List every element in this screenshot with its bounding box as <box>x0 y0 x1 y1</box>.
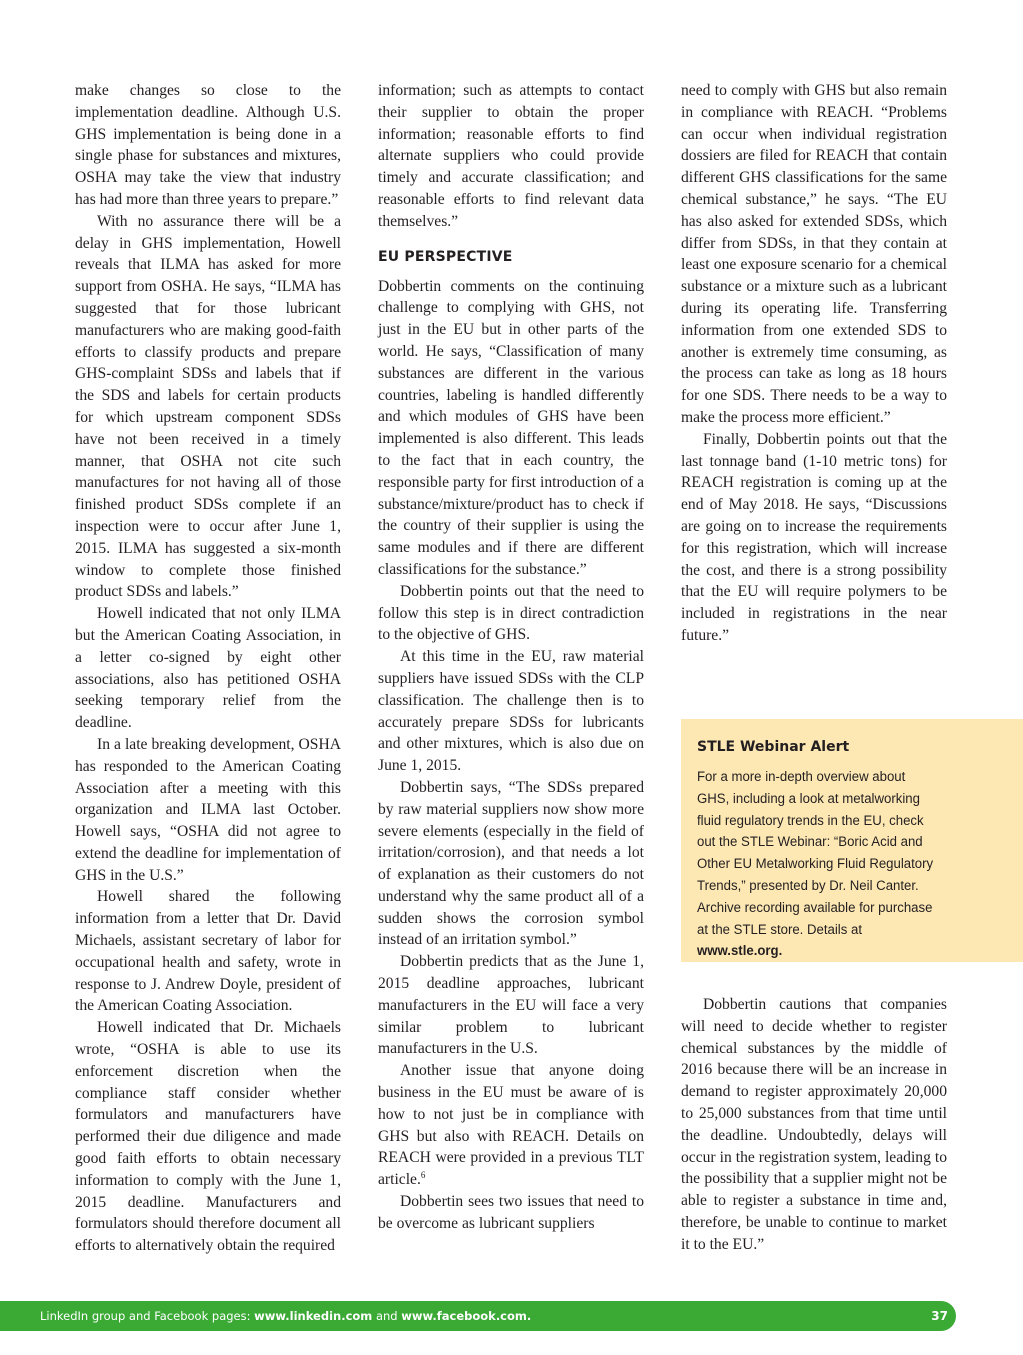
paragraph: At this time in the EU, raw material suppliers have issued SDSs with the CLP classification. The challenge then is to accurately prepare SDSs for lubricants and other mixtures, which is also due on June 1, 2015. <box>378 648 644 775</box>
footer-bar <box>0 1301 956 1331</box>
section-heading: EU PERSPECTIVE <box>378 248 513 265</box>
paragraph: Howell indicated that Dr. Michaels wrote, “OSHA is able to use its enforcement discretion when the compliance staff consider whether formulators and manufacturers have performed their due diligence and made good faith efforts to obtain necessary information to comply with the June 1, 2015 deadline. Manufacturers and formulators should therefore document all efforts to alternatively obtain the required <box>75 1019 341 1255</box>
linkedin-link[interactable]: www.linkedin.com <box>254 1309 373 1323</box>
paragraph: Dobbertin points out that the need to follow this step is in direct contradiction to the objective of GHS. <box>378 582 644 644</box>
alert-title: STLE Webinar Alert <box>697 739 850 755</box>
page-number: 37 <box>931 1309 948 1323</box>
alert-body: For a more in-depth overview about GHS, including a look at metalworking fluid regulatory trends in the EU, check out the STLE Webinar: “Boric Acid and Other EU Metalworking Fluid Regulatory Trends,” presented by Dr. Neil Canter. Archive recording available for purchase at the STLE store. Details at <box>697 769 934 938</box>
paragraph: Dobbertin says, “The SDSs prepared by raw material suppliers now show more severe elements (especially in the field of irritation/corrosion), and that needs a lot of explanation as their customers do not understand why the same product all of a sudden shows the corrosion symbol instead of an irritation symbol.” <box>378 778 644 949</box>
facebook-link[interactable]: www.facebook.com. <box>401 1309 532 1323</box>
footer-prefix: LinkedIn group and Facebook pages: <box>40 1309 255 1323</box>
paragraph: need to comply with GHS but also remain in compliance with REACH. “Problems can occur when individual registration dossiers are filed for REACH that contain different GHS classifications for the same chemical substance,” he says. “The EU has also asked for extended SDSs, which differ from SDSs, in that they contain at least one exposure scenario for a chemical substance or a mixture such as a lubricant during its operating life. Transferring information from one extended SDS to another is extremely time consuming, as the process can take as long as 18 hours for one SDS. There needs to be a way to make the process more efficient.” <box>681 82 947 426</box>
text-column-right-lower <box>681 994 947 1256</box>
reference-number: 6 <box>420 1170 426 1181</box>
paragraph: Dobbertin predicts that as the June 1, 2015 deadline approaches, lubricant manufacturers in the EU will face a very similar problem to lubricant manufacturers in the U.S. <box>378 953 644 1058</box>
paragraph-text: Another issue that anyone doing business in the EU must be aware of is how to not just be in compliance with GHS but also with REACH. Details on REACH were provided in a previous TLT article. <box>378 1062 644 1189</box>
webinar-alert-box <box>681 719 1023 962</box>
paragraph: In a late breaking development, OSHA has responded to the American Coating Association after a meeting with this organization and ILMA last October. Howell says, “OSHA did not agree to extend the deadline for implementation of GHS in the U.S.” <box>75 735 341 884</box>
footer-connector: and <box>372 1309 402 1323</box>
text-column-left <box>75 80 341 1257</box>
paragraph: Howell indicated that not only ILMA but the American Coating Association, in a letter co-signed by eight other associations, also has petitioned OSHA seeking temporary relief from the deadline. <box>75 605 341 732</box>
paragraph: Finally, Dobbertin points out that the last tonnage band (1-10 metric tons) for REACH registration is coming up at the end of May 2018. He says, “Discussions are going on to increase the requirements for this registration, which will increase the cost, and there is a strong possibility that the EU will require polymers to be included in registrations in the near future.” <box>681 430 947 644</box>
paragraph: Dobbertin sees two issues that need to be overcome as lubricant suppliers <box>378 1193 644 1232</box>
paragraph <box>378 1060 644 1191</box>
paragraph: With no assurance there will be a delay in GHS implementation, Howell reveals that ILMA has asked for more support from OSHA. He says, “ILMA has suggested that for those lubricant manufacturers who are making good-faith efforts to classify products and prepare GHS-complaint SDSs and labels that if the SDS and labels for certain products for which upstream component SDSs have not been received in a timely manner, that OSHA not cite such manufactures for not having all of those finished product SDSs complete if an inspection were to occur after June 1, 2015. ILMA has suggested a six-month window to complete those finished product SDSs and labels.” <box>75 212 341 601</box>
text-column-right <box>681 80 947 647</box>
footer-social-text <box>40 1307 531 1325</box>
paragraph: Dobbertin cautions that companies will need to decide whether to register chemical substances by the middle of 2016 because there will be an increase in demand to register approximately 20,000 to 25,000 substances from that time until the deadline. Undoubtedly, delays will occur in the registration system, leading to the possibility that a supplier might not be able to register a substance in time and, therefore, be unable to continue to market it to the EU.” <box>681 996 947 1253</box>
paragraph: information; such as attempts to contact their supplier to obtain the proper information; reasonable efforts to find alternate suppliers who could provide timely and accurate classification; and reasonable efforts to find relevant data themselves.” <box>378 82 644 230</box>
paragraph: make changes so close to the implementation deadline. Although U.S. GHS implementation is being done in a single phase for substances and mixtures, OSHA may take the view that industry has had more than three years to prepare.” <box>75 82 341 208</box>
paragraph: Dobbertin comments on the continuing challenge to complying with GHS, not just in the EU but in other parts of the world. He says, “Classification of many substances are different in the various countries, labeling is handled differently and which modules of GHS have been implemented is also different. This leads to the fact that in each country, the responsible party for first introduction of a substance/mixture/product has to check if the country of their supplier is using the same modules and if there are different classifications for the substance.” <box>378 277 644 578</box>
alert-text <box>697 767 937 963</box>
text-column-middle <box>378 80 644 1235</box>
paragraph: Howell shared the following information from a letter that Dr. David Michaels, assistant secretary of labor for occupational health and safety, wrote in response to J. Andrew Doyle, president of the American Coating Association. <box>75 888 341 1015</box>
stle-website-link[interactable]: www.stle.org. <box>697 943 783 960</box>
